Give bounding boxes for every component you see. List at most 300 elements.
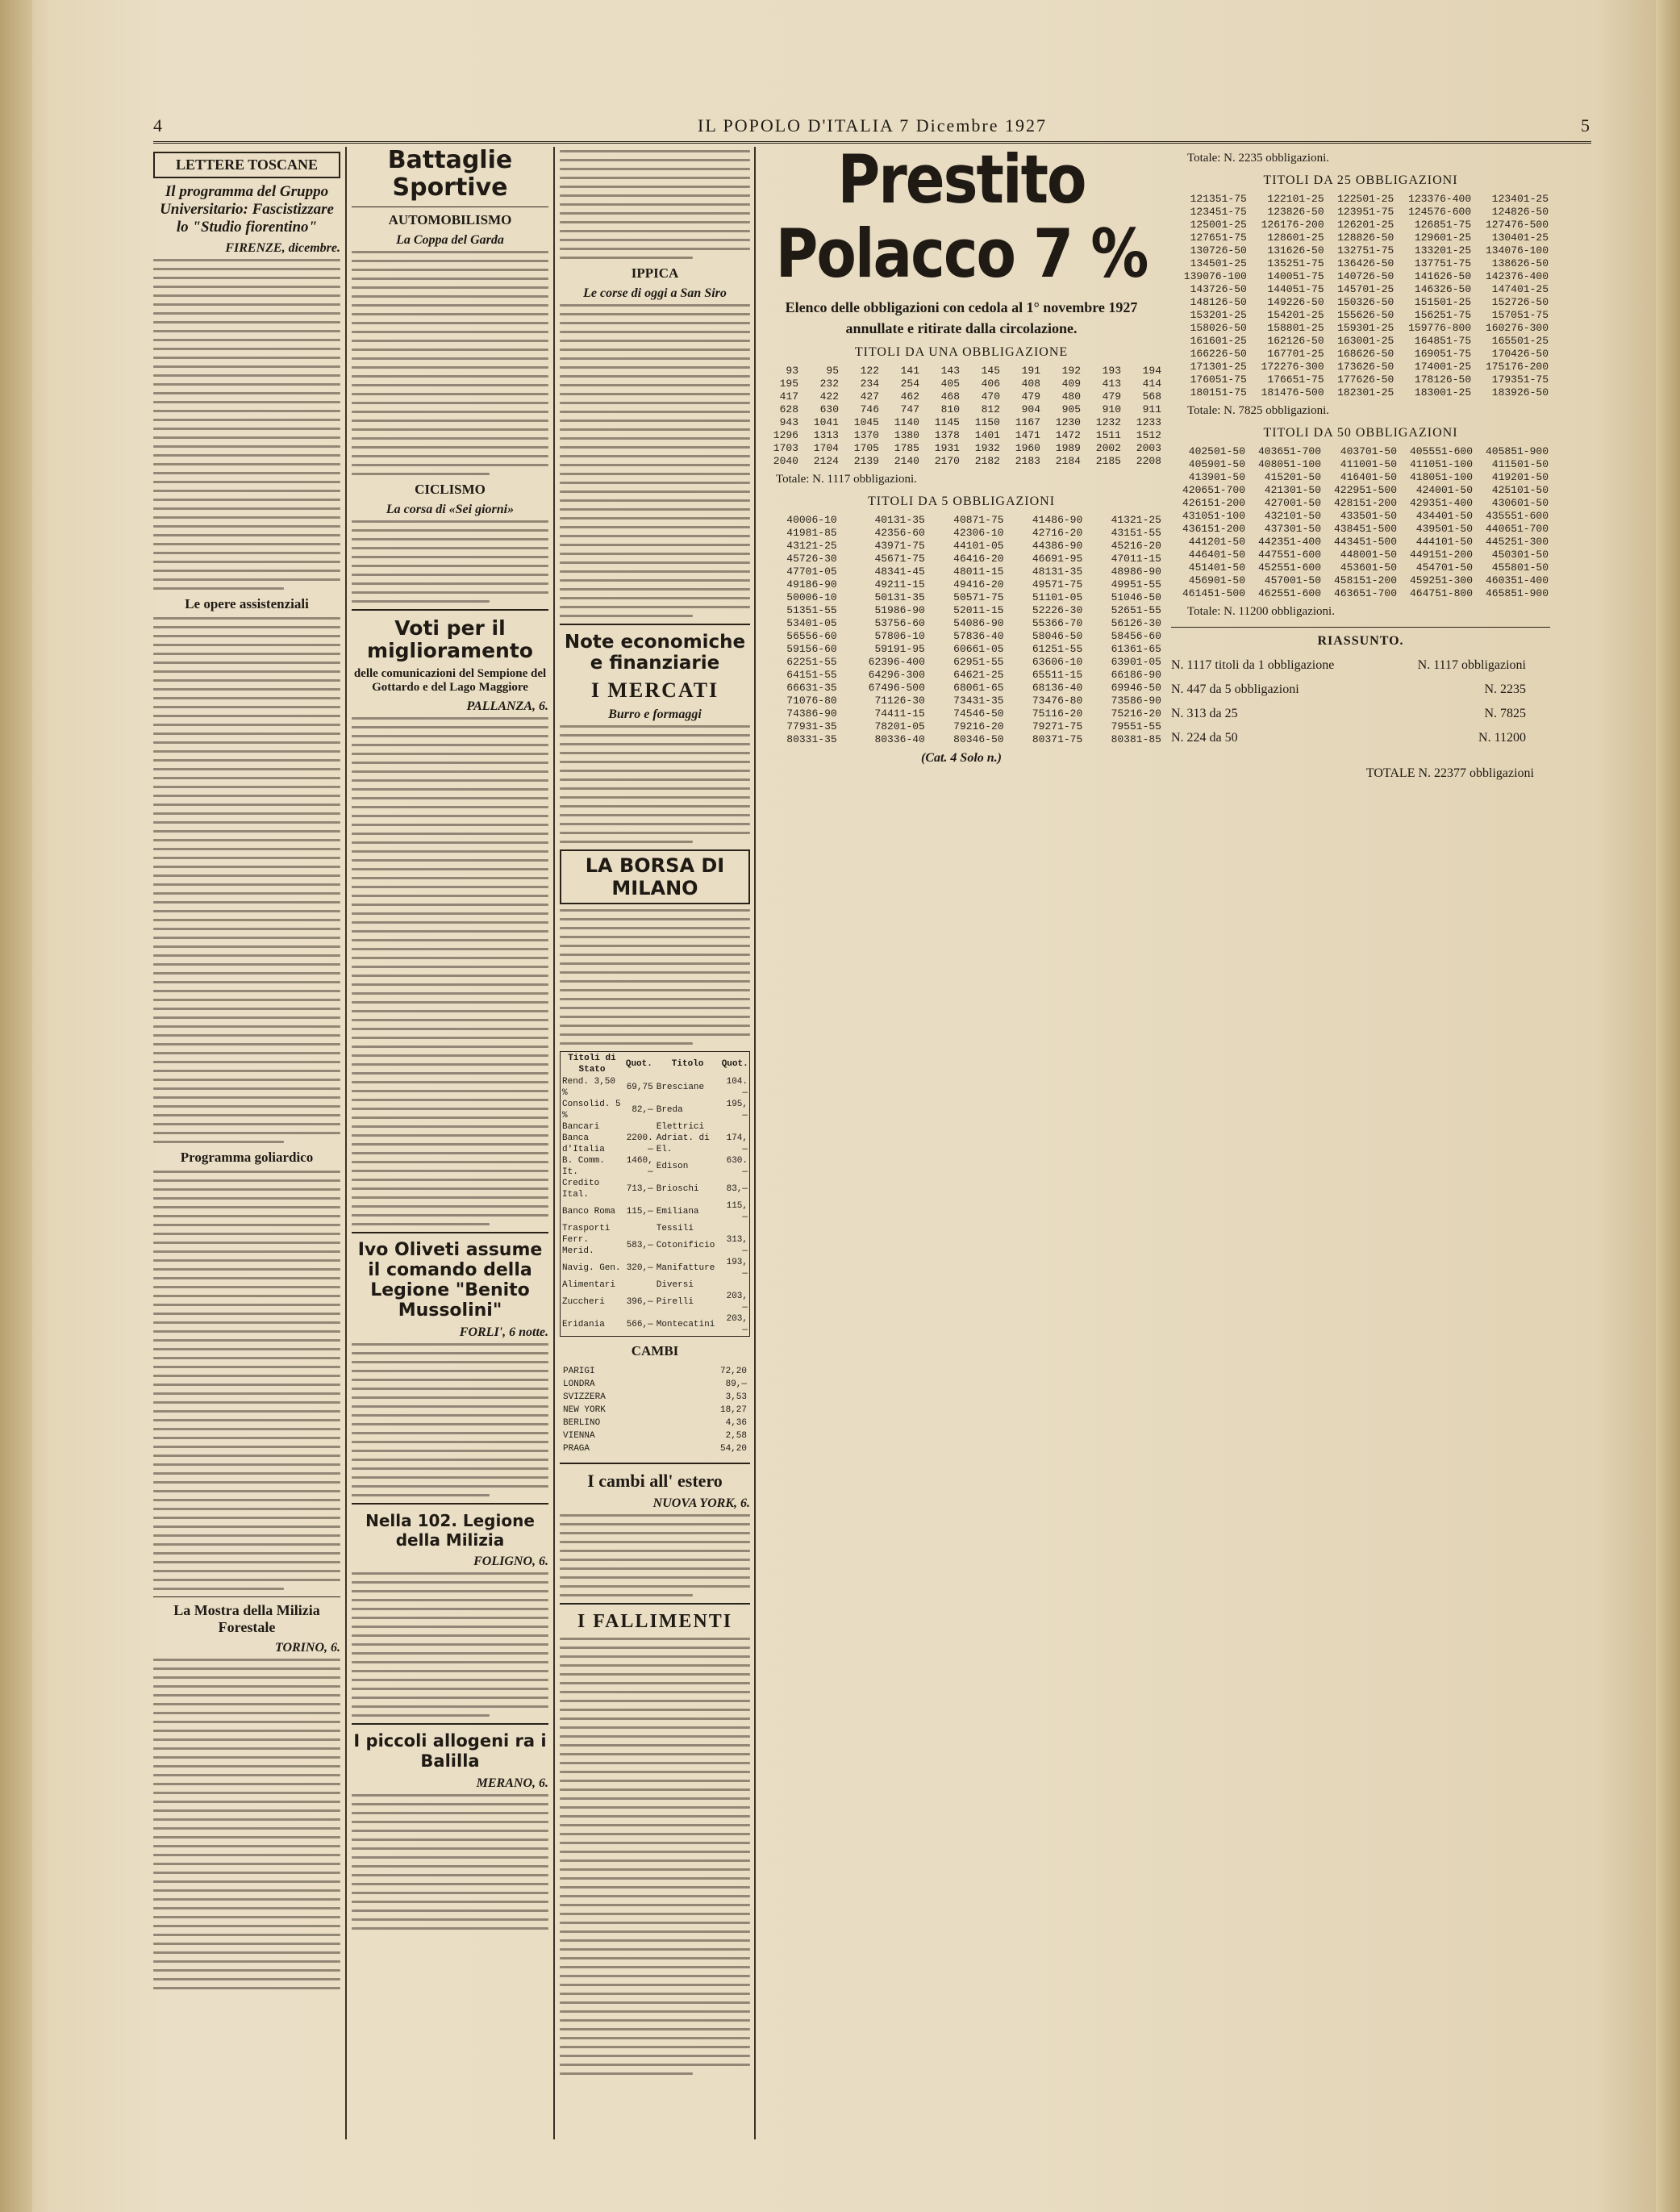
bond-number: 2003: [1136, 442, 1161, 454]
bond-number: 460351-400: [1485, 574, 1549, 586]
bond-number: 145: [981, 365, 1000, 377]
table-cell: 195,—: [726, 1100, 748, 1121]
article-subhead: delle comunicazioni del Sempione del Gottardo e del Lago Maggiore: [353, 667, 547, 694]
bond-number: 426151-200: [1182, 497, 1245, 509]
bond-number: 135251-75: [1267, 257, 1324, 269]
bond-number: 45671-75: [874, 553, 925, 565]
bond-number: 57806-10: [874, 630, 925, 642]
table-cell: 396,—: [626, 1297, 653, 1307]
table-cell: Pirelli: [656, 1297, 694, 1307]
summary-row: [1171, 726, 1526, 750]
bond-number: 414: [1142, 378, 1161, 390]
dateline: FIRENZE, dicembre.: [225, 241, 340, 255]
table-row: [1171, 523, 1550, 536]
table-row: [760, 604, 1163, 617]
summary-cell: N. 447 da 5 obbligazioni: [1171, 682, 1299, 696]
article-body: [352, 717, 548, 1225]
bond-number: 461451-500: [1182, 587, 1245, 599]
bond-number: 2040: [773, 455, 798, 467]
bond-number: 1313: [813, 429, 839, 441]
table-row: [1171, 471, 1550, 484]
bond-number: 127651-75: [1190, 232, 1247, 244]
bond-number: 65511-15: [1032, 669, 1083, 681]
bond-number: 45726-30: [786, 553, 837, 565]
bond-number: 52651-55: [1111, 604, 1161, 616]
bond-number: 170426-50: [1491, 348, 1549, 360]
masthead-title: IL POPOLO D'ITALIA 7 Dicembre 1927: [698, 115, 1047, 136]
table-cell: Zuccheri: [562, 1297, 605, 1307]
bond-number: 194: [1142, 365, 1161, 377]
bond-number: 425101-50: [1491, 484, 1549, 496]
bond-number: 420651-700: [1182, 484, 1245, 496]
table-cell: Diversi: [656, 1280, 694, 1290]
bond-number: 140051-75: [1267, 270, 1324, 282]
column-economy: [560, 147, 750, 2139]
bond-number: 124826-50: [1491, 206, 1549, 218]
table-row: [760, 378, 1163, 390]
bond-number: 418051-100: [1409, 471, 1473, 483]
bonds-table-1: [760, 365, 1163, 468]
table-row: [561, 1313, 750, 1337]
table-row: [760, 720, 1163, 733]
bond-number: 439501-50: [1415, 523, 1473, 535]
bond-number: 74411-15: [874, 707, 925, 720]
bond-number: 133201-25: [1414, 244, 1472, 257]
column-rule: [754, 147, 756, 2139]
table-row: [561, 1291, 750, 1313]
bond-number: 452551-600: [1257, 561, 1321, 574]
bond-number: 463651-700: [1333, 587, 1397, 599]
bond-number: 445251-300: [1485, 536, 1549, 548]
bond-number: 58046-50: [1032, 630, 1083, 642]
table-row: [561, 1279, 750, 1291]
table-cell: 115,—: [726, 1201, 748, 1222]
bond-number: 415201-50: [1264, 471, 1321, 483]
dateline: FORLI', 6 notte.: [459, 1325, 548, 1339]
bond-number: 479: [1102, 390, 1121, 403]
bond-number: 405551-600: [1409, 445, 1473, 457]
loan-lead: Elenco delle obbligazioni con cedola al 1° novembre 1927: [785, 299, 1138, 315]
table-title: TITOLI DA UNA OBBLIGAZIONE: [854, 345, 1069, 359]
table-row: [561, 1155, 750, 1178]
bond-number: 63901-05: [1111, 656, 1161, 668]
bond-number: 67496-500: [868, 682, 925, 694]
bond-number: 126176-200: [1261, 219, 1324, 231]
bond-number: 234: [860, 378, 879, 390]
bond-number: 134501-25: [1190, 257, 1247, 269]
table-cell: 320,—: [626, 1263, 653, 1273]
table-cell: 203,—: [726, 1314, 748, 1335]
bond-number: 73431-35: [953, 695, 1004, 707]
table-cell: Bancari: [562, 1122, 600, 1132]
cambi-label: CAMBI: [631, 1343, 679, 1359]
bond-number: 80336-40: [874, 733, 925, 745]
bond-number: 63606-10: [1032, 656, 1083, 668]
bond-number: 430601-50: [1491, 497, 1549, 509]
bond-number: 405851-900: [1485, 445, 1549, 457]
bond-number: 440651-700: [1485, 523, 1549, 535]
table-cell: NEW YORK: [563, 1405, 606, 1415]
bond-number: 455801-50: [1491, 561, 1549, 574]
article-body: [560, 150, 750, 259]
bond-number: 160276-300: [1485, 322, 1549, 334]
bond-number: 66631-35: [786, 682, 837, 694]
bond-number: 93: [786, 365, 798, 377]
bond-number: 192: [1061, 365, 1081, 377]
bond-number: 73586-90: [1111, 695, 1161, 707]
table-row: [760, 707, 1163, 720]
article-subhead: La corsa di «Sei giorni»: [386, 503, 515, 516]
bond-number: 42306-10: [953, 527, 1004, 539]
bond-number: 422951-500: [1333, 484, 1397, 496]
table-row: [760, 656, 1163, 669]
bond-number: 405: [940, 378, 960, 390]
bond-number: 142376-400: [1485, 270, 1549, 282]
bond-number: 130401-25: [1491, 232, 1549, 244]
bond-number: 51046-50: [1111, 591, 1161, 603]
bond-number: 122: [860, 365, 879, 377]
bond-number: 145701-25: [1337, 283, 1394, 295]
table-cell: Credito Ital.: [562, 1179, 600, 1200]
bond-number: 444101-50: [1415, 536, 1473, 548]
bond-number: 148126-50: [1190, 296, 1247, 308]
table-cell: Tessili: [656, 1224, 694, 1233]
loan-announcement-continued: [1171, 147, 1550, 2139]
bond-number: 943: [779, 416, 798, 428]
bond-number: 465851-900: [1485, 587, 1549, 599]
bond-number: 153201-25: [1190, 309, 1247, 321]
bond-number: 159301-25: [1337, 322, 1394, 334]
table-row: [561, 1430, 748, 1442]
bond-number: 41981-85: [786, 527, 837, 539]
article-body: [560, 1514, 750, 1596]
bond-number: 468: [940, 390, 960, 403]
bond-number: 180151-75: [1190, 386, 1247, 399]
table-cell: 2,58: [725, 1431, 747, 1441]
bond-number: 50006-10: [786, 591, 837, 603]
bond-number: 51351-55: [786, 604, 837, 616]
bond-number: 62251-55: [786, 656, 837, 668]
bond-number: 43121-25: [786, 540, 837, 552]
bond-number: 49571-75: [1032, 578, 1083, 591]
bond-number: 411001-50: [1340, 458, 1397, 470]
bond-number: 442351-400: [1257, 536, 1321, 548]
bond-number: 49416-20: [953, 578, 1004, 591]
table-cell: [623, 1279, 655, 1291]
bond-number: 136426-50: [1337, 257, 1394, 269]
bond-number: 437301-50: [1264, 523, 1321, 535]
summary-title: RIASSUNTO.: [1317, 634, 1404, 648]
table-row: [1171, 283, 1550, 296]
dateline: TORINO, 6.: [274, 1641, 340, 1655]
dateline: FOLIGNO, 6.: [473, 1555, 548, 1568]
table-cell: 174,—: [726, 1133, 748, 1154]
bond-number: 75116-20: [1032, 707, 1083, 720]
bond-number: 464751-800: [1409, 587, 1473, 599]
bond-number: 1167: [1015, 416, 1040, 428]
bond-number: 435551-600: [1485, 510, 1549, 522]
table-cell: Rend. 3,50 %: [562, 1077, 616, 1098]
bond-number: 47011-15: [1111, 553, 1161, 565]
bonds-table-50: [1171, 445, 1550, 600]
bond-number: 42716-20: [1032, 527, 1083, 539]
bond-number: 416401-50: [1340, 471, 1397, 483]
bond-number: 59156-60: [786, 643, 837, 655]
summary-cell: N. 1117 titoli da 1 obbligazione: [1171, 658, 1335, 672]
bond-number: 2183: [1015, 455, 1040, 467]
bond-number: 95: [826, 365, 839, 377]
table-cell: 4,36: [725, 1418, 747, 1428]
bond-number: 910: [1102, 403, 1121, 415]
bond-number: 66186-90: [1111, 669, 1161, 681]
bond-number: 74386-90: [786, 707, 837, 720]
bond-number: 905: [1061, 403, 1081, 415]
article-body: [560, 304, 750, 617]
bond-number: 79271-75: [1032, 720, 1083, 732]
bond-number: 413: [1102, 378, 1121, 390]
bond-number: 1471: [1015, 429, 1040, 441]
article-subhead: La Coppa del Garda: [396, 233, 504, 247]
bond-number: 812: [981, 403, 1000, 415]
table-cell: BERLINO: [563, 1418, 601, 1428]
bond-number: 75216-20: [1111, 707, 1161, 720]
bond-number: 159776-800: [1408, 322, 1472, 334]
section-subhead: Programma goliardico: [180, 1150, 314, 1165]
bond-number: 462: [900, 390, 919, 403]
bond-number: 1989: [1055, 442, 1081, 454]
bond-number: 54086-90: [953, 617, 1004, 629]
bond-number: 1140: [894, 416, 919, 428]
table-title: TITOLI DA 25 OBBLIGAZIONI: [1263, 173, 1458, 187]
stock-quotes-table: [560, 1051, 750, 1337]
bond-number: 143: [940, 365, 960, 377]
table-cell: [720, 1121, 749, 1133]
bond-number: 62951-55: [953, 656, 1004, 668]
table-cell: Bresciane: [656, 1083, 705, 1092]
table-row: [561, 1178, 750, 1200]
table-row: [1171, 219, 1550, 232]
bond-number: 164851-75: [1414, 335, 1472, 347]
bond-number: 232: [819, 378, 839, 390]
table-cell: SVIZZERA: [563, 1392, 606, 1402]
bond-number: 458151-200: [1333, 574, 1397, 586]
bond-number: 158801-25: [1267, 322, 1324, 334]
table-row: [760, 455, 1163, 468]
article-headline: LA BORSA DI MILANO: [560, 849, 750, 904]
bond-number: 421301-50: [1264, 484, 1321, 496]
summary-cell: N. 224 da 50: [1171, 731, 1238, 745]
bond-number: 154201-25: [1267, 309, 1324, 321]
exchange-table: [560, 1364, 750, 1456]
table-row: [760, 617, 1163, 630]
bond-number: 55366-70: [1032, 617, 1083, 629]
bond-number: 403701-50: [1340, 445, 1397, 457]
bond-number: 427001-50: [1264, 497, 1321, 509]
table-row: [1171, 484, 1550, 497]
table-cell: Banca d'Italia: [562, 1133, 605, 1154]
bond-number: 165501-25: [1491, 335, 1549, 347]
section-label: IPPICA: [631, 265, 679, 281]
table-row: [561, 1076, 750, 1099]
table-row: [1171, 348, 1550, 361]
table-row: [1171, 497, 1550, 510]
bond-number: 406: [981, 378, 1000, 390]
page-number-left: 4: [153, 115, 164, 136]
article-body: [560, 725, 750, 843]
bond-number: 181476-500: [1261, 386, 1324, 399]
table-cell: Breda: [656, 1105, 683, 1115]
bond-number: 456901-50: [1188, 574, 1245, 586]
article-body: [153, 1659, 340, 1989]
table-row: [760, 682, 1163, 695]
bond-number: 123826-50: [1267, 206, 1324, 218]
article-body: [352, 1572, 548, 1717]
bond-number: 40871-75: [953, 514, 1004, 526]
article-headline: Nella 102. Legione della Milizia: [365, 1511, 535, 1550]
table-cell: Elettrici: [656, 1122, 705, 1132]
bond-number: 73476-80: [1032, 695, 1083, 707]
table-cell: 630.—: [726, 1156, 748, 1177]
bond-number: 424001-50: [1415, 484, 1473, 496]
bond-number: 52226-30: [1032, 604, 1083, 616]
table-row: [561, 1379, 748, 1390]
table-row: [760, 429, 1163, 442]
bond-number: 1931: [934, 442, 960, 454]
table-cell: 89,—: [725, 1379, 747, 1389]
table-cell: Montecatini: [656, 1320, 715, 1329]
table-cell: 713,—: [626, 1184, 653, 1194]
table-cell: Eridania: [562, 1320, 605, 1329]
bond-number: 402501-50: [1188, 445, 1245, 457]
bond-number: 1512: [1136, 429, 1161, 441]
bond-number: 130726-50: [1190, 244, 1247, 257]
bond-number: 161601-25: [1190, 335, 1247, 347]
loan-title: Prestito Polacco 7 %: [775, 147, 1148, 293]
article-headline: Battaglie Sportive: [387, 147, 513, 202]
table-title: TITOLI DA 50 OBBLIGAZIONI: [1263, 426, 1458, 440]
bond-number: 62396-400: [868, 656, 925, 668]
bond-number: 52011-15: [953, 604, 1004, 616]
bond-number: 163001-25: [1337, 335, 1394, 347]
bond-number: 1703: [773, 442, 798, 454]
bond-number: 77931-35: [786, 720, 837, 732]
summary-cell: N. 313 da 25: [1171, 707, 1238, 720]
table-row: [1171, 536, 1550, 549]
table-row: [1171, 257, 1550, 270]
table-row: [760, 390, 1163, 403]
bond-number: 57836-40: [953, 630, 1004, 642]
bond-number: 139076-100: [1183, 270, 1247, 282]
table-cell: 18,27: [719, 1405, 747, 1415]
bond-number: 1370: [853, 429, 879, 441]
table-cell: [623, 1121, 655, 1133]
table-row: [1171, 270, 1550, 283]
page-number-right: 5: [1581, 115, 1591, 136]
bond-number: 140726-50: [1337, 270, 1394, 282]
table-row: [1171, 587, 1550, 600]
bond-number: 177626-50: [1337, 374, 1394, 386]
table-row: [1171, 322, 1550, 335]
table-row: [760, 514, 1163, 527]
summary-list: [1171, 653, 1550, 750]
bond-number: 71126-30: [874, 695, 925, 707]
bond-number: 166226-50: [1190, 348, 1247, 360]
bond-number: 149226-50: [1267, 296, 1324, 308]
summary-row: [1171, 678, 1526, 702]
bond-number: 1960: [1015, 442, 1040, 454]
article-body: [560, 1638, 750, 2075]
bond-number: 122501-25: [1337, 193, 1394, 205]
table-cell: Banco Roma: [562, 1207, 616, 1217]
bond-number: 158026-50: [1190, 322, 1247, 334]
bond-number: 628: [779, 403, 798, 415]
table-row: [760, 643, 1163, 656]
bond-number: 2002: [1095, 442, 1121, 454]
bond-number: 123451-75: [1190, 206, 1247, 218]
bond-number: 59191-95: [874, 643, 925, 655]
bond-number: 2184: [1055, 455, 1081, 467]
bond-number: 138626-50: [1491, 257, 1549, 269]
bond-number: 124576-600: [1408, 206, 1472, 218]
table-cell: 83,—: [726, 1184, 748, 1194]
table-cell: Manifatture: [656, 1263, 715, 1273]
bond-number: 48341-45: [874, 566, 925, 578]
bond-number: 419201-50: [1491, 471, 1549, 483]
bond-number: 53756-60: [874, 617, 925, 629]
section-subhead: Le opere assistenziali: [185, 596, 309, 611]
table-row: [561, 1366, 748, 1377]
bond-number: 2124: [813, 455, 839, 467]
bond-number: 176651-75: [1267, 374, 1324, 386]
bond-number: 68061-65: [953, 682, 1004, 694]
bond-number: 125001-25: [1190, 219, 1247, 231]
bond-number: 431051-100: [1182, 510, 1245, 522]
table-cell: Navig. Gen.: [562, 1263, 621, 1273]
bond-number: 409: [1061, 378, 1081, 390]
table-cell: 82,—: [632, 1105, 653, 1115]
table-row: [760, 695, 1163, 707]
table-row: [1171, 374, 1550, 386]
table-row: [1171, 458, 1550, 471]
article-body: [153, 617, 340, 1143]
bond-number: 58456-60: [1111, 630, 1161, 642]
article-body: [153, 259, 340, 590]
bond-number: 432101-50: [1264, 510, 1321, 522]
bond-number: 747: [900, 403, 919, 415]
bond-number: 429351-400: [1409, 497, 1473, 509]
bond-number: 123376-400: [1408, 193, 1472, 205]
bond-number: 47701-05: [786, 566, 837, 578]
table-cell: 2200.—: [626, 1133, 653, 1154]
bond-number: 129601-25: [1414, 232, 1472, 244]
bond-number: 78201-05: [874, 720, 925, 732]
article-headline: Il programma del Gruppo Universitario: Fascistizzare lo "Studio fiorentino": [160, 183, 334, 236]
table-cell: 115,—: [626, 1207, 653, 1217]
bond-number: 167701-25: [1267, 348, 1324, 360]
bond-number: 43971-75: [874, 540, 925, 552]
bond-number: 1230: [1055, 416, 1081, 428]
table-row: [760, 403, 1163, 416]
bond-number: 48011-15: [953, 566, 1004, 578]
bond-number: 470: [981, 390, 1000, 403]
bond-number: 137751-75: [1414, 257, 1472, 269]
page-edge: [0, 0, 32, 2212]
bond-number: 49951-55: [1111, 578, 1161, 591]
bond-number: 155626-50: [1337, 309, 1394, 321]
bond-number: 172276-300: [1261, 361, 1324, 373]
bond-number: 168626-50: [1337, 348, 1394, 360]
bond-number: 56556-60: [786, 630, 837, 642]
